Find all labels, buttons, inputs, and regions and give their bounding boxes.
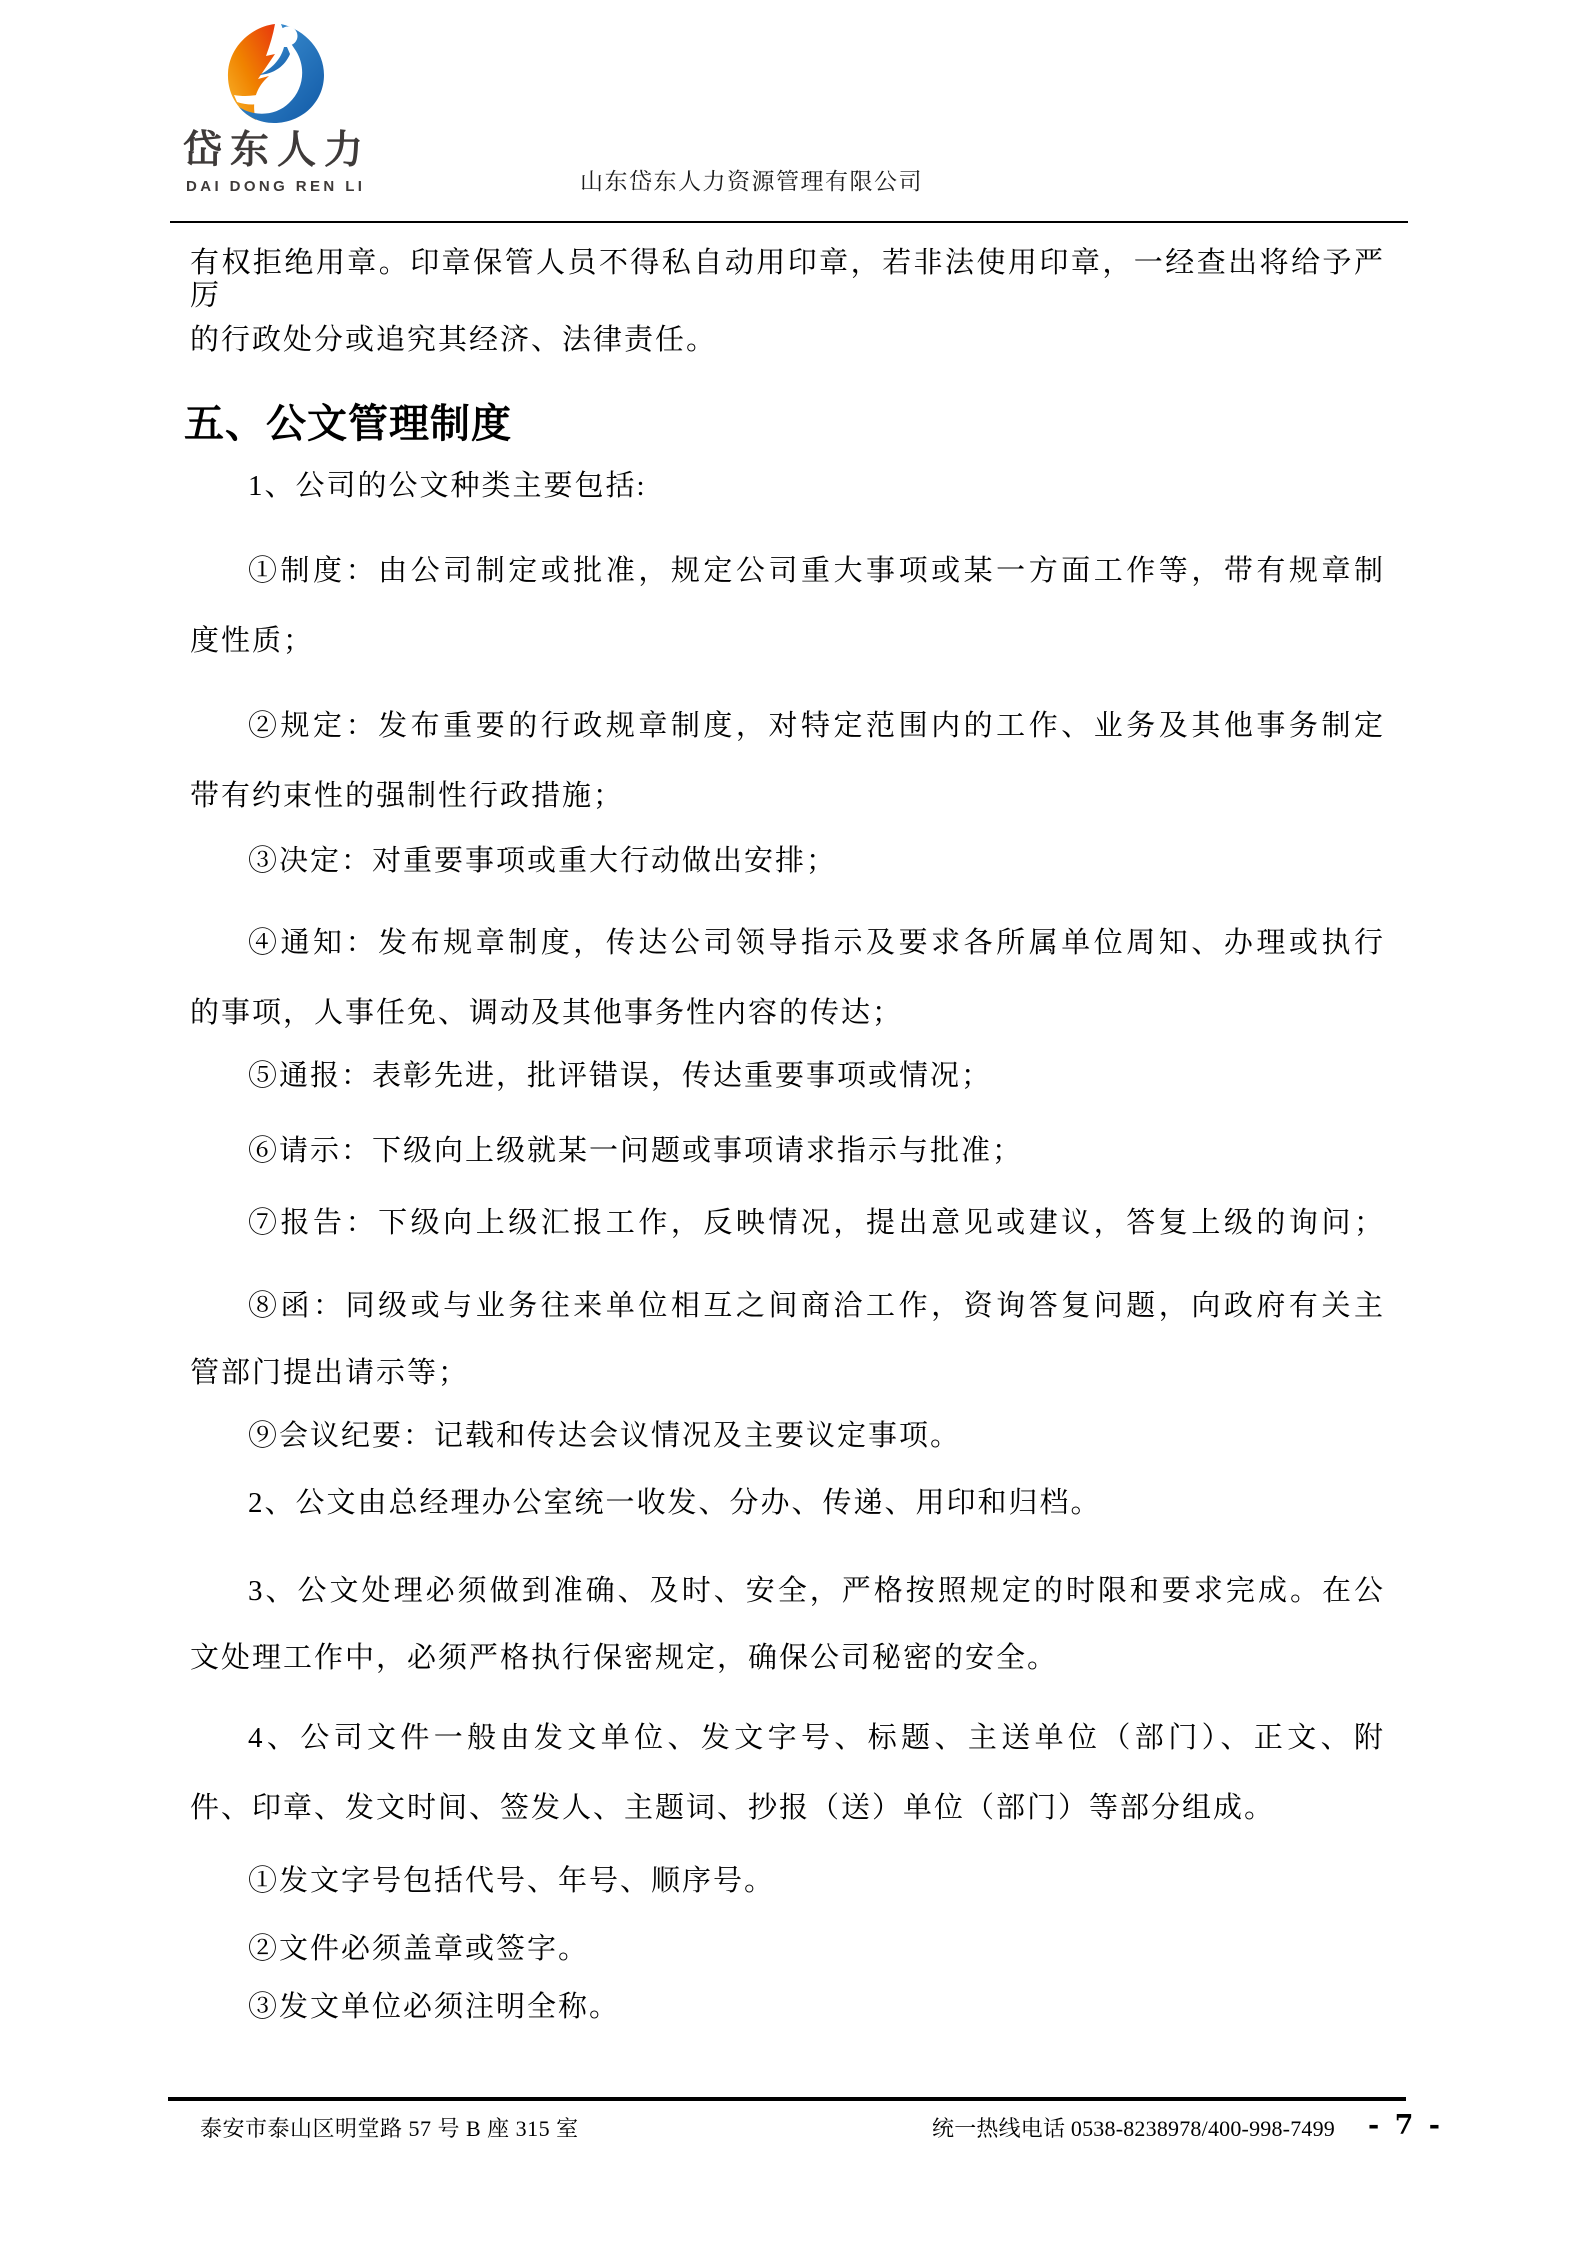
company-logo xyxy=(0,0,420,210)
body-line: 管部门提出请示等； xyxy=(190,1357,470,1389)
body-line: 1、公司的公文种类主要包括: xyxy=(248,470,647,502)
page-number: - 7 - xyxy=(1368,2110,1443,2141)
body-line: ①发文字号包括代号、年号、顺序号。 xyxy=(248,1865,776,1897)
body-line: ⑧函：同级或与业务往来单位相互之间商洽工作，资询答复问题，向政府有关主 xyxy=(248,1290,1385,1322)
body-line: 2、公文由总经理办公室统一收发、分办、传递、用印和归档。 xyxy=(248,1487,1102,1519)
body-line: ③决定：对重要事项或重大行动做出安排； xyxy=(248,845,838,877)
logo-english-name: DAI DONG REN LI xyxy=(186,178,366,195)
section-title: 五、公文管理制度 xyxy=(184,401,512,446)
body-line: ①制度：由公司制定或批准，规定公司重大事项或某一方面工作等，带有规章制 xyxy=(248,555,1385,587)
logo-mark-icon xyxy=(226,22,326,126)
body-line: ⑤通报：表彰先进，批评错误，传达重要事项或情况； xyxy=(248,1060,993,1092)
body-line: ⑥请示：下级向上级就某一问题或事项请求指示与批准； xyxy=(248,1135,1024,1167)
body-line: 3、公文处理必须做到准确、及时、安全，严格按照规定的时限和要求完成。在公 xyxy=(248,1575,1385,1607)
body-line: ⑦报告：下级向上级汇报工作，反映情况，提出意见或建议，答复上级的询问； xyxy=(248,1207,1385,1239)
body-line: ③发文单位必须注明全称。 xyxy=(248,1991,621,2023)
body-line: 有权拒绝用章。印章保管人员不得私自动用印章，若非法使用印章，一经查出将给予严厉 xyxy=(190,247,1385,313)
body-line: 的事项，人事任免、调动及其他事务性内容的传达； xyxy=(190,997,904,1029)
footer-address: 泰安市泰山区明堂路 57 号 B 座 315 室 xyxy=(200,2116,579,2141)
body-line: ②规定：发布重要的行政规章制度，对特定范围内的工作、业务及其他事务制定 xyxy=(248,710,1385,742)
body-line: 件、印章、发文时间、签发人、主题词、抄报（送）单位（部门）等部分组成。 xyxy=(190,1792,1276,1824)
body-line: 度性质； xyxy=(190,625,315,657)
body-line: ④通知：发布规章制度，传达公司领导指示及要求各所属单位周知、办理或执行 xyxy=(248,927,1385,959)
body-line: 的行政处分或追究其经济、法律责任。 xyxy=(190,324,718,356)
body-line: ②文件必须盖章或签字。 xyxy=(248,1933,590,1965)
body-line: ⑨会议纪要：记载和传达会议情况及主要议定事项。 xyxy=(248,1420,962,1452)
body-line: 文处理工作中，必须严格执行保密规定，确保公司秘密的安全。 xyxy=(190,1642,1059,1674)
body-line: 带有约束性的强制性行政措施； xyxy=(190,780,625,812)
logo-chinese-name: 岱东人力 xyxy=(183,129,372,172)
body-line: 4、公司文件一般由发文单位、发文字号、标题、主送单位（部门）、正文、附 xyxy=(248,1722,1385,1754)
header-divider xyxy=(170,221,1408,223)
footer-divider xyxy=(168,2097,1406,2101)
footer-hotline: 统一热线电话 0538-8238978/400-998-7499 xyxy=(932,2116,1335,2141)
header-company-name: 山东岱东人力资源管理有限公司 xyxy=(580,169,923,194)
